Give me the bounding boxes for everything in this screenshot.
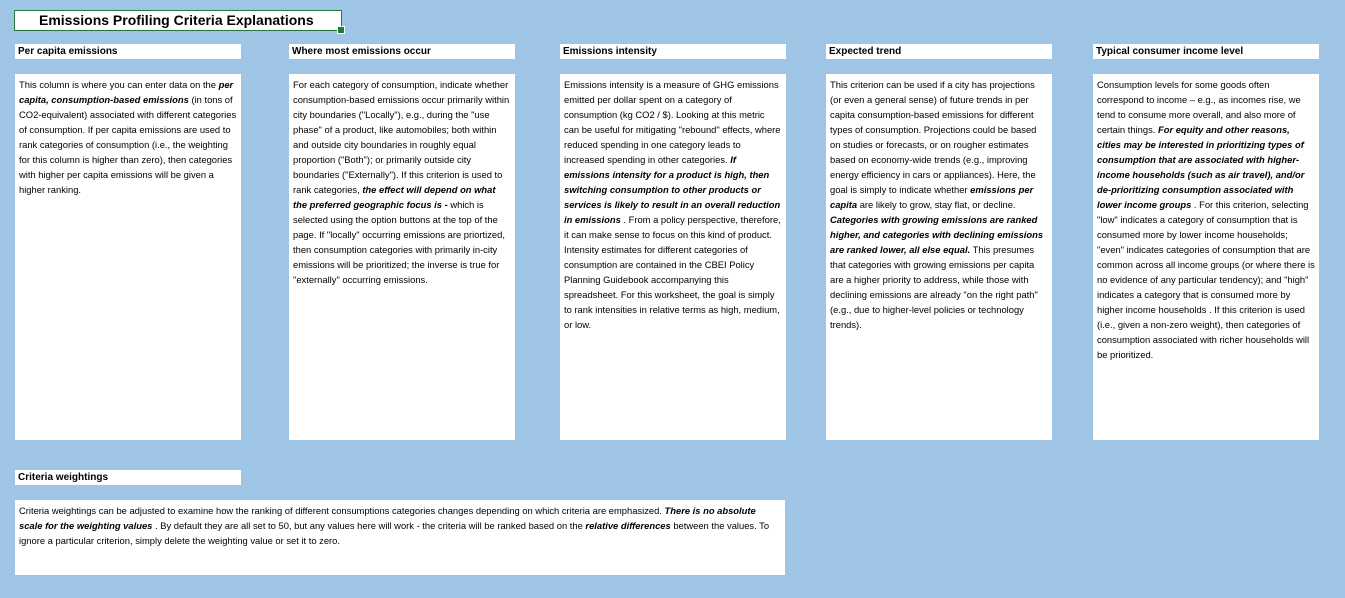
body-text: Consumption levels for some goods often correspond to income – e.g., as incomes rise, we tend to consume more overall, and also more of certain things.	[1097, 79, 1301, 135]
body-text: between the values. To ignore a particular criterion, simply delete the weighting value or set it to zero.	[19, 520, 770, 546]
selection-fill-handle[interactable]	[337, 26, 345, 34]
header-expected-trend[interactable]: Expected trend	[826, 44, 1052, 59]
body-text: Criteria weightings can be adjusted to examine how the ranking of different consumptions categories changes depending on which criteria are emphasized.	[19, 505, 665, 516]
explanation-emissions-intensity[interactable]	[560, 74, 786, 440]
header-criteria-weightings[interactable]: Criteria weightings	[15, 470, 241, 485]
body-text: (in tons of CO2-equivalent) associated with different categories of consumption. If per capita emissions are used to rank categories of consumption (i.e., the weighting for this column is higher than zero), then categories with higher per capita emissions will be given a higher ranking.	[19, 94, 237, 195]
explanation-consumer-income-level[interactable]	[1093, 74, 1319, 440]
header-where-emissions-occur[interactable]: Where most emissions occur	[289, 44, 515, 59]
explanation-per-capita-emissions[interactable]	[15, 74, 241, 440]
header-consumer-income-level[interactable]: Typical consumer income level	[1093, 44, 1319, 59]
emphasis-text: per capita, consumption-based emissions	[19, 79, 234, 105]
emphasis-text: For equity and other reasons, cities may be interested in prioritizing types of consumption that are associated with higher-income households (such as air travel), and/or de-prioritizing consumption associated with lower income groups	[1097, 124, 1305, 210]
header-emissions-intensity[interactable]: Emissions intensity	[560, 44, 786, 59]
sheet-title-text: Emissions Profiling Criteria Explanations	[39, 12, 314, 28]
emphasis-text: There is no absolute scale for the weighting values	[19, 505, 756, 531]
body-text: . By default they are all set to 50, but any values here will work - the criteria will be ranked based on the	[152, 520, 586, 531]
body-text: . For this criterion, selecting "low" indicates a category of consumption that is consumed more by lower income households; "even" indicates categories of consumption that are common across all income groups (or where there is no evidence of any particular tendency); and "high" indicates a category that is consumed more by higher income households . If this criterion is used (i.e., given a non-zero weight), then categories of consumption associated with richer households will be prioritized.	[1097, 199, 1315, 360]
sheet-title[interactable]	[14, 10, 342, 31]
body-text: Emissions intensity is a measure of GHG emissions emitted per dollar spent on a category of consumption (kg CO2 / $). Looking at this metric can be useful for mitigating "rebound" effects, where reduced spending in one category leads to increased spending in other categories.	[564, 79, 781, 165]
explanation-expected-trend[interactable]	[826, 74, 1052, 440]
emphasis-text: emissions per capita	[830, 184, 1034, 210]
emphasis-text: relative differences	[585, 520, 671, 531]
header-per-capita-emissions[interactable]: Per capita emissions	[15, 44, 241, 59]
body-text: are likely to grow, stay flat, or decline.	[857, 199, 1016, 210]
emphasis-text: Categories with growing emissions are ranked higher, and categories with declining emissions are ranked lower, all else equal.	[830, 214, 1044, 255]
explanation-criteria-weightings[interactable]	[15, 500, 785, 575]
body-text: . From a policy perspective, therefore, it can make sense to focus on this kind of product. Intensity estimates for different categories of consumption are contained in the CBEI Policy Planning Guidebook accompanying this spreadsheet. For this worksheet, the goal is simply to rank intensities in relative terms as high, medium, or low.	[564, 214, 781, 330]
body-text: This criterion can be used if a city has projections (or even a general sense) of future trends in per capita consumption-based emissions for different types of consumption. Projections could be based on studies or forecasts, or on rougher estimates based on economy-wide trends (e.g., improving energy efficiency in cars or appliances). Here, the goal is simply to indicate whether	[830, 79, 1037, 195]
emphasis-text: the effect will depend on what the preferred geographic focus is -	[293, 184, 496, 210]
emphasis-text: If emissions intensity for a product is high, then switching consumption to other products or services is likely to result in an overall reduction in emissions	[564, 154, 781, 225]
body-text: For each category of consumption, indicate whether consumption-based emissions occur primarily within city boundaries ("Locally"), e.g., during the "use phase" of a product, like automobiles; both within and outside city boundaries in roughly equal proportion ("Both"); or primarily outside city boundaries ("Externally"). If this criterion is used to rank categories,	[293, 79, 510, 195]
explanation-where-emissions-occur[interactable]	[289, 74, 515, 440]
body-text: which is selected using the option buttons at the top of the page. If "locally" occurring emissions are priortized, then consumption categories with primarily in-city emissions will be prioritized; the inverse is true for "externally" occurring emissions.	[293, 199, 505, 285]
body-text: This presumes that categories with growing emissions per capita are a higher priority to address, while those with declining emissions are already "on the right path" (e.g., due to higher-level policies or technology trends).	[830, 244, 1038, 330]
body-text: This column is where you can enter data on the	[19, 79, 219, 90]
